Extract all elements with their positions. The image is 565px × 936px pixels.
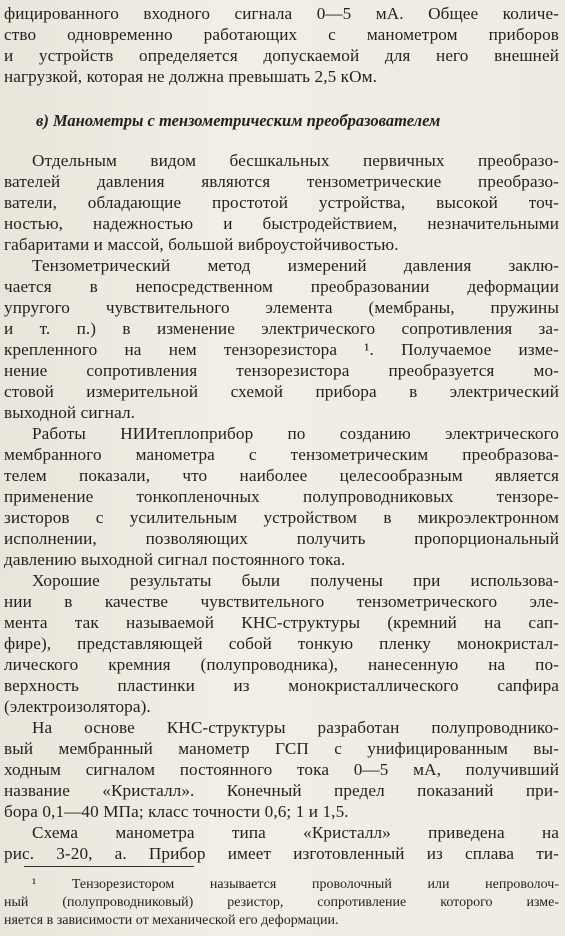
text-line: телем показали, что наиболее целесообразным является [4, 466, 559, 485]
text-line: название «Кристалл». Конечный предел показаний при- [4, 781, 559, 800]
text-line: чается в непосредственном преобразовании деформации [4, 277, 559, 296]
text-line: ство одновременно работающих с манометром приборов [4, 25, 559, 44]
text-line: крепленного на нем тензорезистора ¹. Получаемое изме- [4, 340, 559, 359]
text-line: выходной сигнал. [4, 403, 136, 422]
text-line: На основе КНС-структуры разработан полупроводнико- [32, 718, 559, 737]
footnote-line: ный (полупроводниковый) резистор, сопротивление которого изме- [4, 895, 559, 910]
text-line: вый мембранный манометр ГСП с унифицированным вы- [4, 739, 559, 758]
text-line: габаритами и массой, большой виброустойчивостью. [4, 235, 399, 254]
text-line: ватели, обладающие простотой устройства, высокой точ- [4, 193, 559, 212]
footnote-divider [24, 866, 194, 867]
text-line: лического кремния (полупроводника), нанесенную на по- [4, 655, 559, 674]
text-line: применение тонкопленочных полупроводниковых тензоре- [4, 487, 559, 506]
text-line: и устройств определяется допускаемой для него внешней [4, 46, 559, 65]
text-line: Отдельным видом бесшкальных первичных преобразо- [32, 151, 559, 170]
section-heading: в) Манометры с тензометрическим преобразователем [36, 111, 441, 130]
footnote-line: ¹ Тензорезистором называется проволочный или непроволоч- [32, 877, 559, 892]
text-line: рис. 3-20, а. Прибор имеет изготовленный из сплава ти- [4, 844, 559, 863]
text-line: исполнении, позволяющих получить пропорциональный [4, 529, 559, 548]
text-line: Хорошие результаты были получены при использова- [32, 571, 559, 590]
text-line: нение сопротивления тензорезистора преобразуется мо- [4, 361, 559, 380]
text-line: и т. п.) в изменение электрического сопротивления за- [4, 319, 559, 338]
text-line: верхность пластинки из монокристаллического сапфира [4, 676, 559, 695]
text-line: бора 0,1—40 МПа; класс точности 0,6; 1 и 1,5. [4, 802, 349, 821]
text-line: (электроизолятора). [4, 697, 151, 716]
text-line: нагрузкой, которая не должна превышать 2,5 кОм. [4, 67, 378, 86]
text-line: фире), представляющей собой тонкую пленку монокристал- [4, 634, 559, 653]
text-line: вателей давления являются тензометрические преобразо- [4, 172, 559, 191]
text-line: ходным сигналом постоянного тока 0—5 мА, получивший [4, 760, 559, 779]
text-line: мембранного манометра с тензометрическим преобразова- [4, 445, 559, 464]
text-line: ностью, надежностью и быстродействием, незначительными [4, 214, 559, 233]
text-line: фицированного входного сигнала 0—5 мА. Общее количе- [4, 4, 559, 23]
text-line: нии в качестве чувствительного тензометрического эле- [4, 592, 559, 611]
text-line: зисторов с усилительным устройством в микроэлектронном [4, 508, 559, 527]
footnote-line: няется в зависимости от механической его деформации. [4, 913, 339, 928]
text-line: давлению выходной сигнал постоянного тока. [4, 550, 346, 569]
text-line: Тензометрический метод измерений давления заклю- [32, 256, 559, 275]
text-line: упругого чувствительного элемента (мембраны, пружины [4, 298, 559, 317]
text-line: Схема манометра типа «Кристалл» приведена на [32, 823, 559, 842]
text-line: стовой измерительной схемой прибора в электрический [4, 382, 559, 401]
text-line: мента так называемой КНС-структуры (кремний на сап- [4, 613, 559, 632]
text-line: Работы НИИтеплоприбор по созданию электрического [32, 424, 559, 443]
